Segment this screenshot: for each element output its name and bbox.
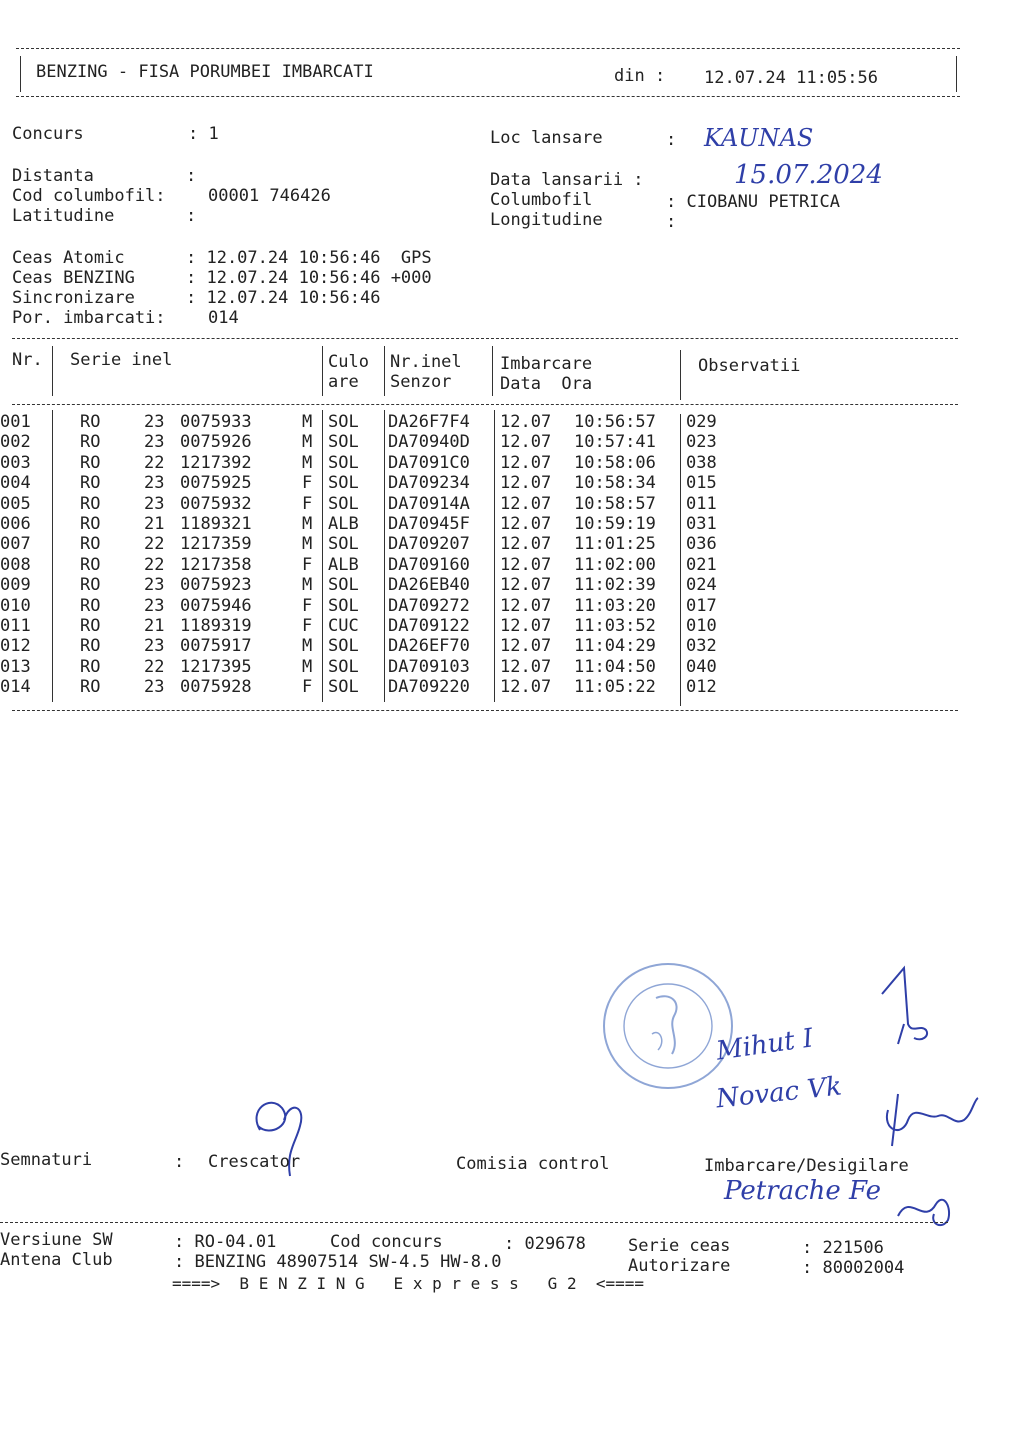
row-color: ALB — [328, 554, 359, 575]
row-time: 11:04:50 — [574, 656, 656, 677]
concurs-label: Concurs — [12, 124, 84, 144]
row-color: SOL — [328, 493, 359, 514]
row-nr: 004 — [0, 473, 31, 494]
cod-concurs-value: : 029678 — [504, 1234, 586, 1254]
row-sensor: DA709122 — [388, 616, 470, 636]
row-sensor: DA26F7F4 — [388, 412, 470, 432]
row-ring-number: 1217392 — [180, 452, 252, 473]
comisia-control-label: Comisia control — [456, 1154, 610, 1174]
row-nr: 006 — [0, 514, 31, 534]
row-ring-number: 0075933 — [180, 412, 252, 432]
row-time: 11:03:52 — [574, 616, 656, 636]
row-ring-number: 0075946 — [180, 595, 252, 616]
header-right-border — [956, 56, 957, 92]
row-ring-number: 0075925 — [180, 473, 252, 494]
row-year: 23 — [144, 493, 165, 514]
row-date: 12.07 — [500, 432, 552, 453]
row-color: SOL — [328, 473, 359, 494]
autorizare-label: Autorizare — [628, 1256, 731, 1276]
row-nr: 008 — [0, 554, 31, 575]
row-sensor: DA709160 — [388, 554, 470, 575]
row-sensor: DA26EF70 — [388, 636, 470, 657]
row-observatii: 012 — [686, 677, 717, 698]
row-observatii: 015 — [686, 473, 717, 494]
table-top-rule — [12, 338, 958, 339]
header-top-rule — [16, 48, 960, 49]
row-year: 21 — [144, 514, 165, 534]
signature-scribble-right — [878, 1090, 988, 1150]
row-color: CUC — [328, 616, 359, 636]
row-year: 23 — [144, 575, 165, 596]
row-sex: M — [302, 575, 313, 596]
table-row — [0, 596, 1024, 616]
row-observatii: 011 — [686, 493, 717, 514]
col-header-culoare-1: Culo — [328, 352, 369, 372]
row-year: 22 — [144, 656, 165, 677]
por-imbarcati-label: Por. imbarcati: — [12, 308, 166, 328]
row-sensor: DA70945F — [388, 514, 470, 534]
row-year: 23 — [144, 636, 165, 657]
cod-concurs-label: Cod concurs — [330, 1232, 443, 1252]
table-row — [0, 453, 1024, 473]
row-nr: 010 — [0, 595, 31, 616]
row-nr: 011 — [0, 616, 31, 636]
row-sex: F — [302, 616, 313, 636]
semnaturi-label: Semnaturi — [0, 1150, 93, 1170]
table-row — [0, 412, 1024, 432]
table-bottom-rule — [12, 710, 958, 711]
signature-novac: Novac Vk — [714, 1071, 844, 1115]
table-row — [0, 657, 1024, 677]
row-observatii: 023 — [686, 432, 717, 453]
row-ring-number: 1217359 — [180, 534, 252, 555]
row-sensor: DA26EB40 — [388, 575, 470, 596]
row-color: SOL — [328, 534, 359, 555]
row-year: 22 — [144, 452, 165, 473]
table-row — [0, 473, 1024, 493]
row-year: 23 — [144, 595, 165, 616]
row-ring-number: 1189321 — [180, 514, 252, 534]
semnaturi-colon: : — [174, 1152, 185, 1172]
row-country: RO — [80, 677, 101, 698]
cod-columbofil-label: Cod columbofil: — [12, 186, 166, 206]
row-sensor: DA709103 — [388, 656, 470, 677]
header-separator — [384, 346, 385, 396]
row-country: RO — [80, 534, 101, 555]
col-header-imbarcare-2: Data Ora — [500, 374, 593, 394]
header-separator — [492, 346, 493, 396]
row-year: 22 — [144, 534, 165, 555]
loc-lansare-label: Loc lansare — [490, 128, 603, 148]
row-ring-number: 1217358 — [180, 554, 252, 575]
row-country: RO — [80, 575, 101, 596]
distanta-value: : — [186, 166, 197, 186]
row-date: 12.07 — [500, 554, 552, 575]
row-sex: F — [302, 554, 313, 575]
serie-ceas-label: Serie ceas — [628, 1236, 731, 1256]
row-sensor: DA7091C0 — [388, 452, 470, 473]
signature-mihut: Mihut I — [714, 1023, 816, 1067]
serie-ceas-value: : 221506 — [802, 1238, 884, 1258]
row-color: SOL — [328, 452, 359, 473]
longitudine-value: : — [666, 212, 677, 232]
col-header-nrinel-1: Nr.inel — [390, 352, 462, 372]
row-observatii: 021 — [686, 554, 717, 575]
row-nr: 001 — [0, 412, 31, 432]
table-row — [0, 677, 1024, 697]
row-time: 11:01:25 — [574, 534, 656, 555]
autorizare-value: : 80002004 — [802, 1258, 905, 1278]
row-observatii: 038 — [686, 452, 717, 473]
row-country: RO — [80, 616, 101, 636]
signature-petrache: Petrache Fe — [724, 1176, 882, 1206]
versiune-sw-label: Versiune SW — [0, 1230, 113, 1250]
row-sex: F — [302, 677, 313, 698]
header-separator — [322, 346, 323, 396]
ceas-benzing-label: Ceas BENZING — [12, 268, 135, 288]
row-time: 10:58:57 — [574, 493, 656, 514]
row-date: 12.07 — [500, 534, 552, 555]
row-color: SOL — [328, 595, 359, 616]
imbarcare-desigilare-label: Imbarcare/Desigilare — [704, 1156, 909, 1176]
row-ring-number: 0075926 — [180, 432, 252, 453]
row-nr: 002 — [0, 432, 31, 453]
row-observatii: 040 — [686, 656, 717, 677]
row-date: 12.07 — [500, 514, 552, 534]
row-color: SOL — [328, 656, 359, 677]
row-sensor: DA709220 — [388, 677, 470, 698]
sincronizare-label: Sincronizare — [12, 288, 135, 308]
row-time: 11:03:20 — [574, 595, 656, 616]
row-country: RO — [80, 595, 101, 616]
row-sex: M — [302, 432, 313, 453]
row-year: 21 — [144, 616, 165, 636]
row-year: 23 — [144, 432, 165, 453]
row-ring-number: 1217395 — [180, 656, 252, 677]
row-time: 10:59:19 — [574, 514, 656, 534]
row-time: 10:58:06 — [574, 452, 656, 473]
table-row — [0, 494, 1024, 514]
crescator-label: Crescator — [208, 1152, 301, 1172]
header-separator — [680, 350, 681, 400]
data-lansarii-label: Data lansarii : — [490, 170, 644, 190]
table-row — [0, 432, 1024, 452]
col-header-culoare-2: are — [328, 372, 359, 392]
row-year: 23 — [144, 677, 165, 698]
row-time: 11:02:00 — [574, 554, 656, 575]
row-time: 11:04:29 — [574, 636, 656, 657]
row-nr: 009 — [0, 575, 31, 596]
table-row — [0, 514, 1024, 534]
row-color: SOL — [328, 432, 359, 453]
row-nr: 007 — [0, 534, 31, 555]
row-country: RO — [80, 432, 101, 453]
table-row — [0, 555, 1024, 575]
col-header-nr: Nr. — [12, 350, 43, 370]
row-time: 10:58:34 — [574, 473, 656, 494]
row-observatii: 010 — [686, 616, 717, 636]
sincronizare-value: : 12.07.24 10:56:46 — [186, 288, 381, 308]
row-nr: 014 — [0, 677, 31, 698]
col-header-imbarcare-1: Imbarcare — [500, 354, 593, 374]
din-label: din : — [614, 66, 666, 86]
row-color: SOL — [328, 412, 359, 432]
row-observatii: 032 — [686, 636, 717, 657]
columbofil-value: : CIOBANU PETRICA — [666, 192, 840, 212]
row-observatii: 024 — [686, 575, 717, 596]
row-date: 12.07 — [500, 656, 552, 677]
ceas-benzing-value: : 12.07.24 10:56:46 +000 — [186, 268, 432, 288]
row-year: 23 — [144, 473, 165, 494]
row-color: SOL — [328, 636, 359, 657]
row-nr: 012 — [0, 636, 31, 657]
table-row — [0, 575, 1024, 595]
row-date: 12.07 — [500, 575, 552, 596]
row-sex: M — [302, 514, 313, 534]
stamp-seal — [600, 958, 740, 1094]
row-date: 12.07 — [500, 616, 552, 636]
row-sex: M — [302, 656, 313, 677]
row-sex: F — [302, 473, 313, 494]
loc-lansare-colon: : — [666, 130, 677, 150]
antena-club-label: Antena Club — [0, 1250, 113, 1270]
header-bottom-rule — [16, 96, 960, 97]
row-nr: 005 — [0, 493, 31, 514]
row-observatii: 017 — [686, 595, 717, 616]
row-sensor: DA70940D — [388, 432, 470, 453]
footer-top-rule — [0, 1222, 948, 1223]
row-country: RO — [80, 554, 101, 575]
signature-scribble-bottom — [890, 1186, 960, 1230]
row-date: 12.07 — [500, 636, 552, 657]
ceas-atomic-label: Ceas Atomic — [12, 248, 125, 268]
signature-scribble-top — [868, 964, 948, 1064]
row-country: RO — [80, 493, 101, 514]
por-imbarcati-value: 014 — [208, 308, 239, 328]
row-observatii: 036 — [686, 534, 717, 555]
row-date: 12.07 — [500, 452, 552, 473]
row-year: 23 — [144, 412, 165, 432]
loc-lansare-handwritten: KAUNAS — [704, 124, 814, 152]
header-separator — [52, 346, 53, 396]
row-sensor: DA70914A — [388, 493, 470, 514]
row-nr: 013 — [0, 656, 31, 677]
row-ring-number: 0075932 — [180, 493, 252, 514]
header-left-border — [20, 56, 21, 92]
col-header-serie-inel: Serie inel — [70, 350, 173, 370]
row-time: 10:56:57 — [574, 412, 656, 432]
row-sex: F — [302, 493, 313, 514]
row-sex: F — [302, 595, 313, 616]
row-date: 12.07 — [500, 493, 552, 514]
concurs-value: : 1 — [188, 124, 219, 144]
antena-club-value: : BENZING 48907514 SW-4.5 HW-8.0 — [174, 1252, 502, 1272]
row-country: RO — [80, 452, 101, 473]
row-country: RO — [80, 636, 101, 657]
ceas-atomic-value: : 12.07.24 10:56:46 GPS — [186, 248, 432, 268]
distanta-label: Distanta — [12, 166, 94, 186]
table-row — [0, 534, 1024, 554]
latitudine-label: Latitudine — [12, 206, 115, 226]
row-date: 12.07 — [500, 677, 552, 698]
row-ring-number: 0075923 — [180, 575, 252, 596]
row-sensor: DA709272 — [388, 595, 470, 616]
latitudine-value: : — [186, 206, 197, 226]
row-ring-number: 0075928 — [180, 677, 252, 698]
row-country: RO — [80, 412, 101, 432]
col-header-observatii: Observatii — [698, 356, 801, 376]
row-color: SOL — [328, 677, 359, 698]
versiune-sw-value: : RO-04.01 — [174, 1232, 277, 1252]
row-year: 22 — [144, 554, 165, 575]
row-ring-number: 1189319 — [180, 616, 252, 636]
row-sex: M — [302, 412, 313, 432]
row-observatii: 031 — [686, 514, 717, 534]
document-title: BENZING - FISA PORUMBEI IMBARCATI — [36, 62, 374, 82]
row-country: RO — [80, 473, 101, 494]
row-date: 12.07 — [500, 412, 552, 432]
row-nr: 003 — [0, 452, 31, 473]
row-observatii: 029 — [686, 412, 717, 432]
table-header-rule — [12, 404, 958, 405]
row-sensor: DA709234 — [388, 473, 470, 494]
row-sex: M — [302, 534, 313, 555]
row-time: 11:05:22 — [574, 677, 656, 698]
row-country: RO — [80, 656, 101, 677]
row-date: 12.07 — [500, 595, 552, 616]
row-country: RO — [80, 514, 101, 534]
row-color: SOL — [328, 575, 359, 596]
columbofil-label: Columbofil — [490, 190, 593, 210]
longitudine-label: Longitudine — [490, 210, 603, 230]
row-sex: M — [302, 452, 313, 473]
col-header-nrinel-2: Senzor — [390, 372, 452, 392]
din-timestamp: 12.07.24 11:05:56 — [704, 68, 878, 88]
row-time: 10:57:41 — [574, 432, 656, 453]
row-ring-number: 0075917 — [180, 636, 252, 657]
row-sensor: DA709207 — [388, 534, 470, 555]
row-date: 12.07 — [500, 473, 552, 494]
table-row — [0, 636, 1024, 656]
row-time: 11:02:39 — [574, 575, 656, 596]
data-lansarii-handwritten: 15.07.2024 — [734, 160, 883, 190]
benzing-express-brand-line: ====> B E N Z I N G E x p r e s s G 2 <==== — [172, 1274, 645, 1293]
cod-columbofil-value: 00001 746426 — [208, 186, 331, 206]
row-color: ALB — [328, 514, 359, 534]
row-sex: M — [302, 636, 313, 657]
table-row — [0, 616, 1024, 636]
